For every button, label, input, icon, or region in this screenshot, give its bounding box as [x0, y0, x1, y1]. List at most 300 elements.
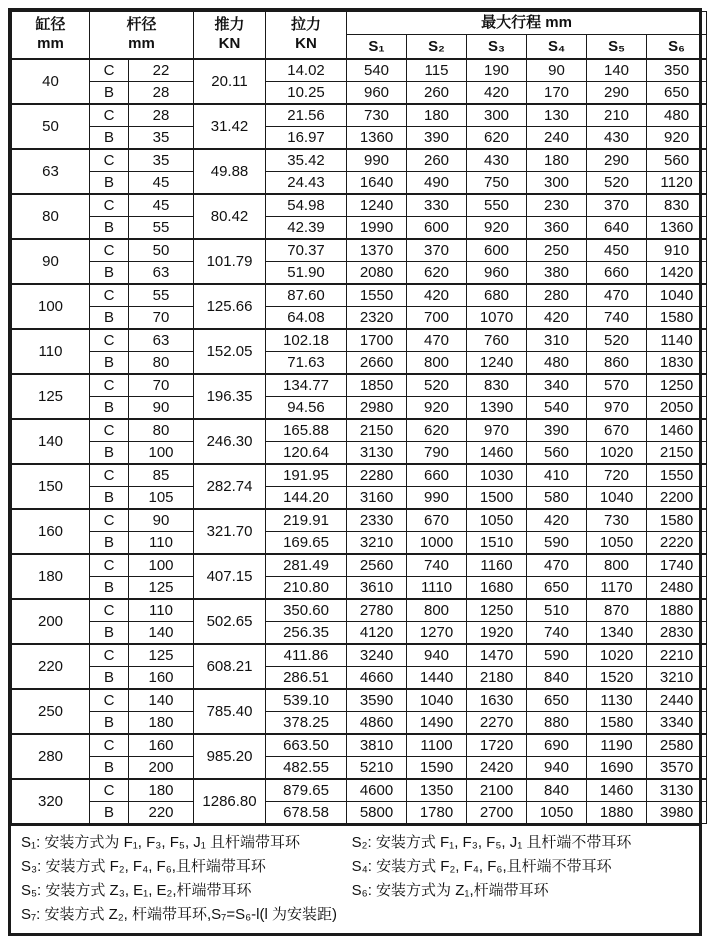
rod-diameter-cell: 100 — [129, 554, 194, 577]
stroke-s6-cell: 2210 — [647, 644, 707, 667]
stroke-s1-cell: 1640 — [347, 172, 407, 195]
table-row-b — [12, 712, 707, 735]
stroke-s3-cell: 600 — [467, 239, 527, 262]
stroke-s4-cell: 560 — [527, 442, 587, 465]
stroke-s6-cell: 3570 — [647, 757, 707, 780]
rod-type-cell: C — [90, 554, 129, 577]
thrust-cell: 608.21 — [194, 644, 266, 689]
stroke-s6-cell: 3210 — [647, 667, 707, 690]
stroke-s5-cell: 1190 — [587, 734, 647, 757]
thrust-cell: 49.88 — [194, 149, 266, 194]
pull-cell: 539.10 — [266, 689, 347, 712]
stroke-s2-cell: 620 — [407, 419, 467, 442]
stroke-s1-cell: 960 — [347, 82, 407, 105]
footnote-right: S₄: 安装方式 F₂, F₄, F₆,且杆端不带耳环 — [351, 858, 612, 875]
pull-cell: 286.51 — [266, 667, 347, 690]
stroke-s3-cell: 1030 — [467, 464, 527, 487]
stroke-s1-cell: 540 — [347, 59, 407, 82]
stroke-s3-cell: 1460 — [467, 442, 527, 465]
stroke-s4-cell: 510 — [527, 599, 587, 622]
header-bore-unit: mm — [37, 35, 64, 52]
thrust-cell: 985.20 — [194, 734, 266, 779]
rod-type-cell: C — [90, 419, 129, 442]
pull-cell: 14.02 — [266, 59, 347, 82]
stroke-s2-cell: 330 — [407, 194, 467, 217]
stroke-s3-cell: 2100 — [467, 779, 527, 802]
stroke-s1-cell: 1550 — [347, 284, 407, 307]
pull-cell: 678.58 — [266, 802, 347, 824]
table-row-c — [12, 194, 707, 217]
table-row-c — [12, 104, 707, 127]
stroke-s4-cell: 340 — [527, 374, 587, 397]
rod-diameter-cell: 125 — [129, 577, 194, 600]
rod-type-cell: B — [90, 712, 129, 735]
stroke-s6-cell: 3980 — [647, 802, 707, 824]
rod-type-cell: C — [90, 329, 129, 352]
stroke-s3-cell: 750 — [467, 172, 527, 195]
stroke-s5-cell: 520 — [587, 172, 647, 195]
stroke-s2-cell: 370 — [407, 239, 467, 262]
rod-type-cell: C — [90, 509, 129, 532]
rod-type-cell: B — [90, 487, 129, 510]
stroke-s3-cell: 960 — [467, 262, 527, 285]
stroke-s5-cell: 1050 — [587, 532, 647, 555]
header-bore — [12, 12, 90, 60]
stroke-s3-cell: 1250 — [467, 599, 527, 622]
stroke-s4-cell: 840 — [527, 779, 587, 802]
stroke-s4-cell: 310 — [527, 329, 587, 352]
footnote-line — [21, 903, 689, 927]
stroke-s1-cell: 5800 — [347, 802, 407, 824]
stroke-s5-cell: 1690 — [587, 757, 647, 780]
table-row-b — [12, 352, 707, 375]
table-row-c — [12, 419, 707, 442]
rod-type-cell: C — [90, 374, 129, 397]
stroke-s2-cell: 740 — [407, 554, 467, 577]
stroke-s6-cell: 1460 — [647, 419, 707, 442]
stroke-s3-cell: 920 — [467, 217, 527, 240]
footnote-line — [21, 879, 689, 903]
stroke-s1-cell: 5210 — [347, 757, 407, 780]
stroke-s3-cell: 1160 — [467, 554, 527, 577]
rod-diameter-cell: 35 — [129, 127, 194, 150]
stroke-s2-cell: 1590 — [407, 757, 467, 780]
thrust-cell: 1286.80 — [194, 779, 266, 824]
pull-cell: 134.77 — [266, 374, 347, 397]
stroke-s6-cell: 1550 — [647, 464, 707, 487]
bore-cell: 125 — [12, 374, 90, 419]
stroke-s5-cell: 1040 — [587, 487, 647, 510]
stroke-s3-cell: 760 — [467, 329, 527, 352]
stroke-s4-cell: 690 — [527, 734, 587, 757]
stroke-s4-cell: 540 — [527, 397, 587, 420]
table-row-c — [12, 554, 707, 577]
stroke-s5-cell: 730 — [587, 509, 647, 532]
header-rod — [90, 12, 194, 60]
stroke-s1-cell: 2780 — [347, 599, 407, 622]
table-row-b — [12, 622, 707, 645]
thrust-cell: 502.65 — [194, 599, 266, 644]
thrust-cell: 785.40 — [194, 689, 266, 734]
bore-cell: 220 — [12, 644, 90, 689]
stroke-s4-cell: 420 — [527, 307, 587, 330]
stroke-s6-cell: 2200 — [647, 487, 707, 510]
stroke-s4-cell: 1050 — [527, 802, 587, 824]
stroke-s6-cell: 1360 — [647, 217, 707, 240]
stroke-s4-cell: 420 — [527, 509, 587, 532]
rod-diameter-cell: 110 — [129, 599, 194, 622]
stroke-s5-cell: 740 — [587, 307, 647, 330]
header-pull-label: 拉力 — [291, 16, 322, 34]
rod-diameter-cell: 180 — [129, 779, 194, 802]
stroke-s2-cell: 520 — [407, 374, 467, 397]
stroke-s2-cell: 940 — [407, 644, 467, 667]
stroke-s4-cell: 380 — [527, 262, 587, 285]
stroke-s2-cell: 990 — [407, 487, 467, 510]
stroke-s4-cell: 230 — [527, 194, 587, 217]
thrust-cell: 152.05 — [194, 329, 266, 374]
stroke-s5-cell: 1340 — [587, 622, 647, 645]
rod-diameter-cell: 110 — [129, 532, 194, 555]
thrust-cell: 80.42 — [194, 194, 266, 239]
table-row-c — [12, 779, 707, 802]
rod-diameter-cell: 22 — [129, 59, 194, 82]
rod-type-cell: C — [90, 284, 129, 307]
stroke-s5-cell: 670 — [587, 419, 647, 442]
footnote-left: S₅: 安装方式 Z₃, E₁, E₂,杆端带耳环 — [21, 882, 252, 899]
header-bore-label: 缸径 — [35, 16, 66, 34]
stroke-s6-cell: 2220 — [647, 532, 707, 555]
stroke-s6-cell: 1140 — [647, 329, 707, 352]
pull-cell: 256.35 — [266, 622, 347, 645]
rod-type-cell: B — [90, 397, 129, 420]
thrust-cell: 20.11 — [194, 59, 266, 104]
stroke-s3-cell: 430 — [467, 149, 527, 172]
stroke-s3-cell: 1920 — [467, 622, 527, 645]
bore-cell: 140 — [12, 419, 90, 464]
stroke-s5-cell: 210 — [587, 104, 647, 127]
header-s5: S₅ — [587, 35, 647, 60]
rod-diameter-cell: 55 — [129, 284, 194, 307]
stroke-s4-cell: 880 — [527, 712, 587, 735]
stroke-s6-cell: 1250 — [647, 374, 707, 397]
bore-cell: 50 — [12, 104, 90, 149]
stroke-s2-cell: 1270 — [407, 622, 467, 645]
thrust-cell: 246.30 — [194, 419, 266, 464]
stroke-s6-cell: 480 — [647, 104, 707, 127]
stroke-s2-cell: 180 — [407, 104, 467, 127]
pull-cell: 350.60 — [266, 599, 347, 622]
stroke-s2-cell: 620 — [407, 262, 467, 285]
rod-type-cell: B — [90, 802, 129, 824]
stroke-s5-cell: 430 — [587, 127, 647, 150]
thrust-cell: 282.74 — [194, 464, 266, 509]
thrust-cell: 101.79 — [194, 239, 266, 284]
stroke-s4-cell: 470 — [527, 554, 587, 577]
stroke-s5-cell: 720 — [587, 464, 647, 487]
pull-cell: 71.63 — [266, 352, 347, 375]
rod-type-cell: C — [90, 779, 129, 802]
stroke-s3-cell: 420 — [467, 82, 527, 105]
table-row-c — [12, 374, 707, 397]
stroke-s5-cell: 450 — [587, 239, 647, 262]
rod-diameter-cell: 100 — [129, 442, 194, 465]
stroke-s4-cell: 940 — [527, 757, 587, 780]
stroke-s2-cell: 390 — [407, 127, 467, 150]
pull-cell: 663.50 — [266, 734, 347, 757]
stroke-s2-cell: 670 — [407, 509, 467, 532]
stroke-s2-cell: 700 — [407, 307, 467, 330]
table-row-b — [12, 487, 707, 510]
rod-type-cell: C — [90, 689, 129, 712]
stroke-s5-cell: 1020 — [587, 442, 647, 465]
table-row-c — [12, 59, 707, 82]
footnote-left: S₃: 安装方式 F₂, F₄, F₆,且杆端带耳环 — [21, 858, 266, 875]
stroke-s5-cell: 640 — [587, 217, 647, 240]
bore-cell: 150 — [12, 464, 90, 509]
footnote-line — [21, 831, 689, 855]
pull-cell: 378.25 — [266, 712, 347, 735]
rod-type-cell: C — [90, 464, 129, 487]
rod-diameter-cell: 105 — [129, 487, 194, 510]
stroke-s1-cell: 3210 — [347, 532, 407, 555]
stroke-s1-cell: 2660 — [347, 352, 407, 375]
stroke-s2-cell: 920 — [407, 397, 467, 420]
stroke-s5-cell: 660 — [587, 262, 647, 285]
rod-type-cell: B — [90, 172, 129, 195]
stroke-s3-cell: 2420 — [467, 757, 527, 780]
pull-cell: 35.42 — [266, 149, 347, 172]
stroke-s5-cell: 470 — [587, 284, 647, 307]
stroke-s5-cell: 1520 — [587, 667, 647, 690]
table-row-c — [12, 149, 707, 172]
stroke-s6-cell: 1040 — [647, 284, 707, 307]
table-row-b — [12, 667, 707, 690]
pull-cell: 21.56 — [266, 104, 347, 127]
stroke-s1-cell: 4860 — [347, 712, 407, 735]
stroke-s4-cell: 90 — [527, 59, 587, 82]
stroke-s5-cell: 1880 — [587, 802, 647, 824]
rod-type-cell: B — [90, 127, 129, 150]
rod-diameter-cell: 125 — [129, 644, 194, 667]
rod-diameter-cell: 80 — [129, 352, 194, 375]
stroke-s6-cell: 1880 — [647, 599, 707, 622]
rod-type-cell: C — [90, 239, 129, 262]
bore-cell: 63 — [12, 149, 90, 194]
rod-diameter-cell: 90 — [129, 509, 194, 532]
stroke-s6-cell: 920 — [647, 127, 707, 150]
bore-cell: 160 — [12, 509, 90, 554]
stroke-s1-cell: 2330 — [347, 509, 407, 532]
thrust-cell: 321.70 — [194, 509, 266, 554]
stroke-s6-cell: 3340 — [647, 712, 707, 735]
rod-type-cell: C — [90, 59, 129, 82]
rod-type-cell: B — [90, 307, 129, 330]
header-s4: S₄ — [527, 35, 587, 60]
stroke-s6-cell: 2580 — [647, 734, 707, 757]
stroke-s6-cell: 1120 — [647, 172, 707, 195]
stroke-s3-cell: 190 — [467, 59, 527, 82]
pull-cell: 120.64 — [266, 442, 347, 465]
rod-diameter-cell: 55 — [129, 217, 194, 240]
stroke-s2-cell: 800 — [407, 352, 467, 375]
rod-type-cell: B — [90, 757, 129, 780]
stroke-s5-cell: 140 — [587, 59, 647, 82]
stroke-s1-cell: 1700 — [347, 329, 407, 352]
stroke-s2-cell: 800 — [407, 599, 467, 622]
pull-cell: 16.97 — [266, 127, 347, 150]
rod-diameter-cell: 160 — [129, 734, 194, 757]
rod-type-cell: B — [90, 622, 129, 645]
stroke-s5-cell: 290 — [587, 82, 647, 105]
table-row-c — [12, 329, 707, 352]
pull-cell: 191.95 — [266, 464, 347, 487]
stroke-s5-cell: 860 — [587, 352, 647, 375]
pull-cell: 144.20 — [266, 487, 347, 510]
stroke-s3-cell: 620 — [467, 127, 527, 150]
stroke-s3-cell: 680 — [467, 284, 527, 307]
stroke-s4-cell: 280 — [527, 284, 587, 307]
bore-cell: 180 — [12, 554, 90, 599]
stroke-s5-cell: 370 — [587, 194, 647, 217]
table-row-b — [12, 262, 707, 285]
stroke-s1-cell: 3130 — [347, 442, 407, 465]
bore-cell: 320 — [12, 779, 90, 824]
table-row-b — [12, 397, 707, 420]
table-row-b — [12, 532, 707, 555]
stroke-s6-cell: 3130 — [647, 779, 707, 802]
rod-diameter-cell: 50 — [129, 239, 194, 262]
rod-diameter-cell: 70 — [129, 374, 194, 397]
table-row-c — [12, 239, 707, 262]
rod-type-cell: B — [90, 442, 129, 465]
stroke-s3-cell: 1390 — [467, 397, 527, 420]
stroke-s2-cell: 660 — [407, 464, 467, 487]
stroke-s1-cell: 1370 — [347, 239, 407, 262]
rod-diameter-cell: 180 — [129, 712, 194, 735]
thrust-cell: 196.35 — [194, 374, 266, 419]
stroke-s2-cell: 490 — [407, 172, 467, 195]
footnote-left: S₁: 安装方式为 F₁, F₃, F₅, J₁ 且杆端带耳环 — [21, 834, 301, 851]
rod-type-cell: C — [90, 644, 129, 667]
stroke-s6-cell: 350 — [647, 59, 707, 82]
pull-cell: 411.86 — [266, 644, 347, 667]
stroke-s2-cell: 600 — [407, 217, 467, 240]
table-row-b — [12, 442, 707, 465]
rod-diameter-cell: 45 — [129, 172, 194, 195]
pull-cell: 219.91 — [266, 509, 347, 532]
stroke-s3-cell: 300 — [467, 104, 527, 127]
stroke-s1-cell: 2150 — [347, 419, 407, 442]
header-s2: S₂ — [407, 35, 467, 60]
header-pull-unit: KN — [295, 35, 317, 52]
stroke-s2-cell: 260 — [407, 149, 467, 172]
rod-type-cell: C — [90, 194, 129, 217]
rod-diameter-cell: 45 — [129, 194, 194, 217]
header-thrust-unit: KN — [218, 35, 241, 52]
stroke-s2-cell: 1000 — [407, 532, 467, 555]
table-row-c — [12, 689, 707, 712]
stroke-s1-cell: 3810 — [347, 734, 407, 757]
stroke-s3-cell: 2700 — [467, 802, 527, 824]
header-rod-label: 杆径 — [126, 16, 157, 34]
stroke-s1-cell: 2320 — [347, 307, 407, 330]
pull-cell: 210.80 — [266, 577, 347, 600]
stroke-s3-cell: 1500 — [467, 487, 527, 510]
pull-cell: 51.90 — [266, 262, 347, 285]
rod-type-cell: B — [90, 577, 129, 600]
pull-cell: 70.37 — [266, 239, 347, 262]
header-thrust — [194, 12, 266, 60]
stroke-s3-cell: 1720 — [467, 734, 527, 757]
stroke-s4-cell: 840 — [527, 667, 587, 690]
bore-cell: 40 — [12, 59, 90, 104]
stroke-s5-cell: 570 — [587, 374, 647, 397]
stroke-s1-cell: 3240 — [347, 644, 407, 667]
bore-cell: 80 — [12, 194, 90, 239]
table-row-b — [12, 802, 707, 824]
stroke-s2-cell: 1040 — [407, 689, 467, 712]
table-row-b — [12, 307, 707, 330]
stroke-s5-cell: 1460 — [587, 779, 647, 802]
stroke-s2-cell: 260 — [407, 82, 467, 105]
stroke-s1-cell: 4120 — [347, 622, 407, 645]
header-rod-unit: mm — [128, 35, 155, 52]
pull-cell: 24.43 — [266, 172, 347, 195]
stroke-s1-cell: 4660 — [347, 667, 407, 690]
stroke-s2-cell: 1490 — [407, 712, 467, 735]
table-row-c — [12, 734, 707, 757]
stroke-s3-cell: 1680 — [467, 577, 527, 600]
stroke-s1-cell: 2980 — [347, 397, 407, 420]
pull-cell: 54.98 — [266, 194, 347, 217]
stroke-s4-cell: 130 — [527, 104, 587, 127]
stroke-s5-cell: 800 — [587, 554, 647, 577]
stroke-s4-cell: 390 — [527, 419, 587, 442]
stroke-s4-cell: 250 — [527, 239, 587, 262]
stroke-s3-cell: 830 — [467, 374, 527, 397]
stroke-s5-cell: 1170 — [587, 577, 647, 600]
table-row-b — [12, 127, 707, 150]
stroke-s4-cell: 580 — [527, 487, 587, 510]
stroke-s4-cell: 170 — [527, 82, 587, 105]
stroke-s6-cell: 2830 — [647, 622, 707, 645]
rod-type-cell: B — [90, 667, 129, 690]
pull-cell: 87.60 — [266, 284, 347, 307]
pull-cell: 165.88 — [266, 419, 347, 442]
rod-type-cell: B — [90, 352, 129, 375]
table-row-c — [12, 284, 707, 307]
pull-cell: 482.55 — [266, 757, 347, 780]
table-row-c — [12, 464, 707, 487]
stroke-s6-cell: 2050 — [647, 397, 707, 420]
stroke-s5-cell: 870 — [587, 599, 647, 622]
bore-cell: 200 — [12, 599, 90, 644]
stroke-s3-cell: 2270 — [467, 712, 527, 735]
table-row-b — [12, 577, 707, 600]
stroke-s3-cell: 2180 — [467, 667, 527, 690]
stroke-s6-cell: 560 — [647, 149, 707, 172]
stroke-s2-cell: 1350 — [407, 779, 467, 802]
stroke-s1-cell: 2560 — [347, 554, 407, 577]
rod-type-cell: C — [90, 149, 129, 172]
table-row-c — [12, 509, 707, 532]
stroke-s3-cell: 970 — [467, 419, 527, 442]
stroke-s5-cell: 520 — [587, 329, 647, 352]
stroke-s4-cell: 650 — [527, 577, 587, 600]
rod-diameter-cell: 220 — [129, 802, 194, 824]
stroke-s5-cell: 970 — [587, 397, 647, 420]
